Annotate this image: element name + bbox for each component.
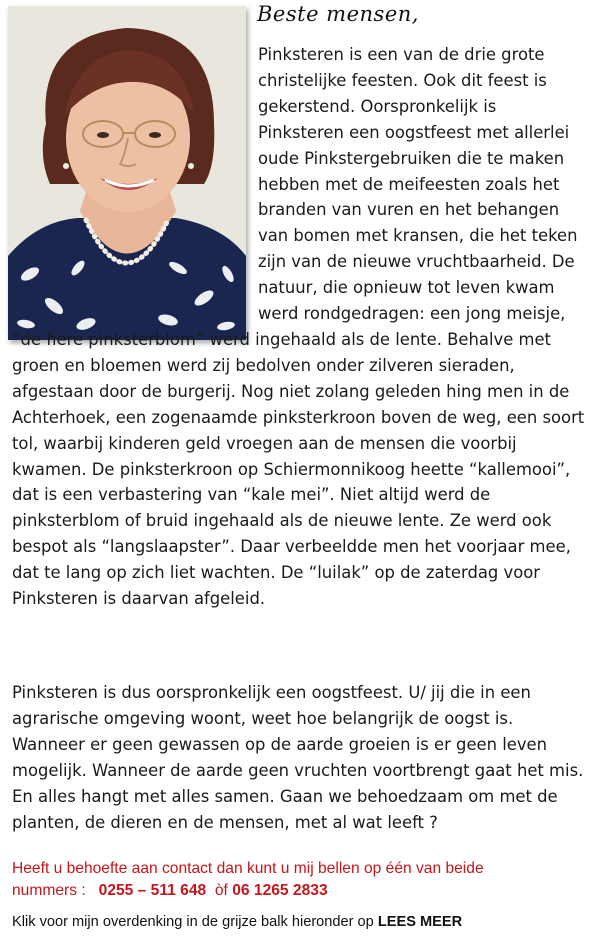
text-line: hebben met de meifeesten zoals het (258, 174, 560, 194)
text-line: Pinksteren is dus oorspronkelijk een oogstfeest. U/ jij die in een (12, 683, 531, 702)
text-line: planten, de dieren en de mensen, met al wat leeft ? (12, 812, 438, 832)
text-line: werd rondgedragen: een jong meisje, (258, 304, 566, 324)
text-line: van bomen met kransen, die het teken (258, 226, 578, 246)
text-line: Achterhoek, een zogenaamde pinksterkroon boven de weg, een soort (12, 407, 585, 427)
read-more-instruction (12, 914, 600, 930)
contact-prefix: nummers : (12, 882, 86, 899)
contact-line: Heeft u behoefte aan contact dan kunt u mij bellen op één van beide (12, 860, 484, 877)
text-line: branden van vuren en het behangen (258, 200, 560, 220)
contact-info (12, 858, 600, 902)
text-line: Pinksteren is een van de drie grote (258, 45, 545, 64)
contact-or: òf (214, 882, 228, 899)
read-more-link[interactable]: LEES MEER (377, 914, 463, 930)
text-line: mogelijk. Wanneer de aarde geen vruchten voortbrengt gaat het mis. (12, 760, 584, 780)
text-line: En alles hangt met alles samen. Gaan we behoedzaam om met de (12, 786, 558, 806)
text-line: Pinksteren een oogstfeest met allerlei (258, 122, 570, 142)
text-line: christelijke feesten. Ook dit feest is (258, 70, 547, 90)
intro-paragraph (258, 42, 598, 327)
text-line: tol, waarbij kinderen geld vroegen aan de mensen die voorbij (12, 433, 517, 453)
text-line: gekerstend. Oorspronkelijk is (258, 96, 497, 116)
phone-number-mobile[interactable]: 06 1265 2833 (232, 882, 328, 899)
author-portrait (8, 6, 246, 340)
contact-numbers (12, 880, 600, 902)
text-line: natuur, die opnieuw tot leven kwam (258, 278, 555, 298)
text-line: pinksterblom of bruid ingehaald als de nieuwe lente. Ze werd ook (12, 511, 552, 531)
text-line: “de fiere pinksterblom” werd ingehaald als de lente. Behalve met (12, 330, 551, 349)
intro-paragraph-continued (12, 327, 600, 612)
text-line: groen en bloemen werd zij bedolven onder zilveren sieraden, (12, 355, 515, 375)
text-line: afgestaan door de burgerij. Nog niet zolang geleden hing men in de (12, 381, 570, 401)
text-line: bespot als “langslaapster”. Daar verbeeldde men het voorjaar mee, (12, 537, 571, 557)
text-line: Pinksteren is daarvan afgeleid. (12, 589, 266, 609)
text-line: Wanneer er geen gewassen op de aarde groeien is er geen leven (12, 734, 548, 754)
greeting-heading: Beste mensen, (257, 2, 419, 26)
text-line: dat te lang op zich liet wachten. De “luilak” op de zaterdag voor (12, 563, 541, 583)
text-line: zijn van de nieuwe vruchtbaarheid. De (258, 252, 575, 272)
text-line: oude Pinkstergebruiken die te maken (258, 148, 565, 168)
text-line: dat is een verbastering van “kale mei”. Niet altijd werd de (12, 485, 491, 505)
second-paragraph (12, 680, 600, 835)
phone-number-landline[interactable]: 0255 – 511 648 (98, 882, 207, 899)
text-line: agrarische omgeving woont, weet hoe belangrijk de oogst is. (12, 708, 514, 728)
read-more-text: Klik voor mijn overdenking in de grijze balk hieronder op (12, 914, 374, 930)
text-line: kwamen. De pinksterkroon op Schiermonnikoog heette “kallemooi”, (12, 459, 571, 479)
